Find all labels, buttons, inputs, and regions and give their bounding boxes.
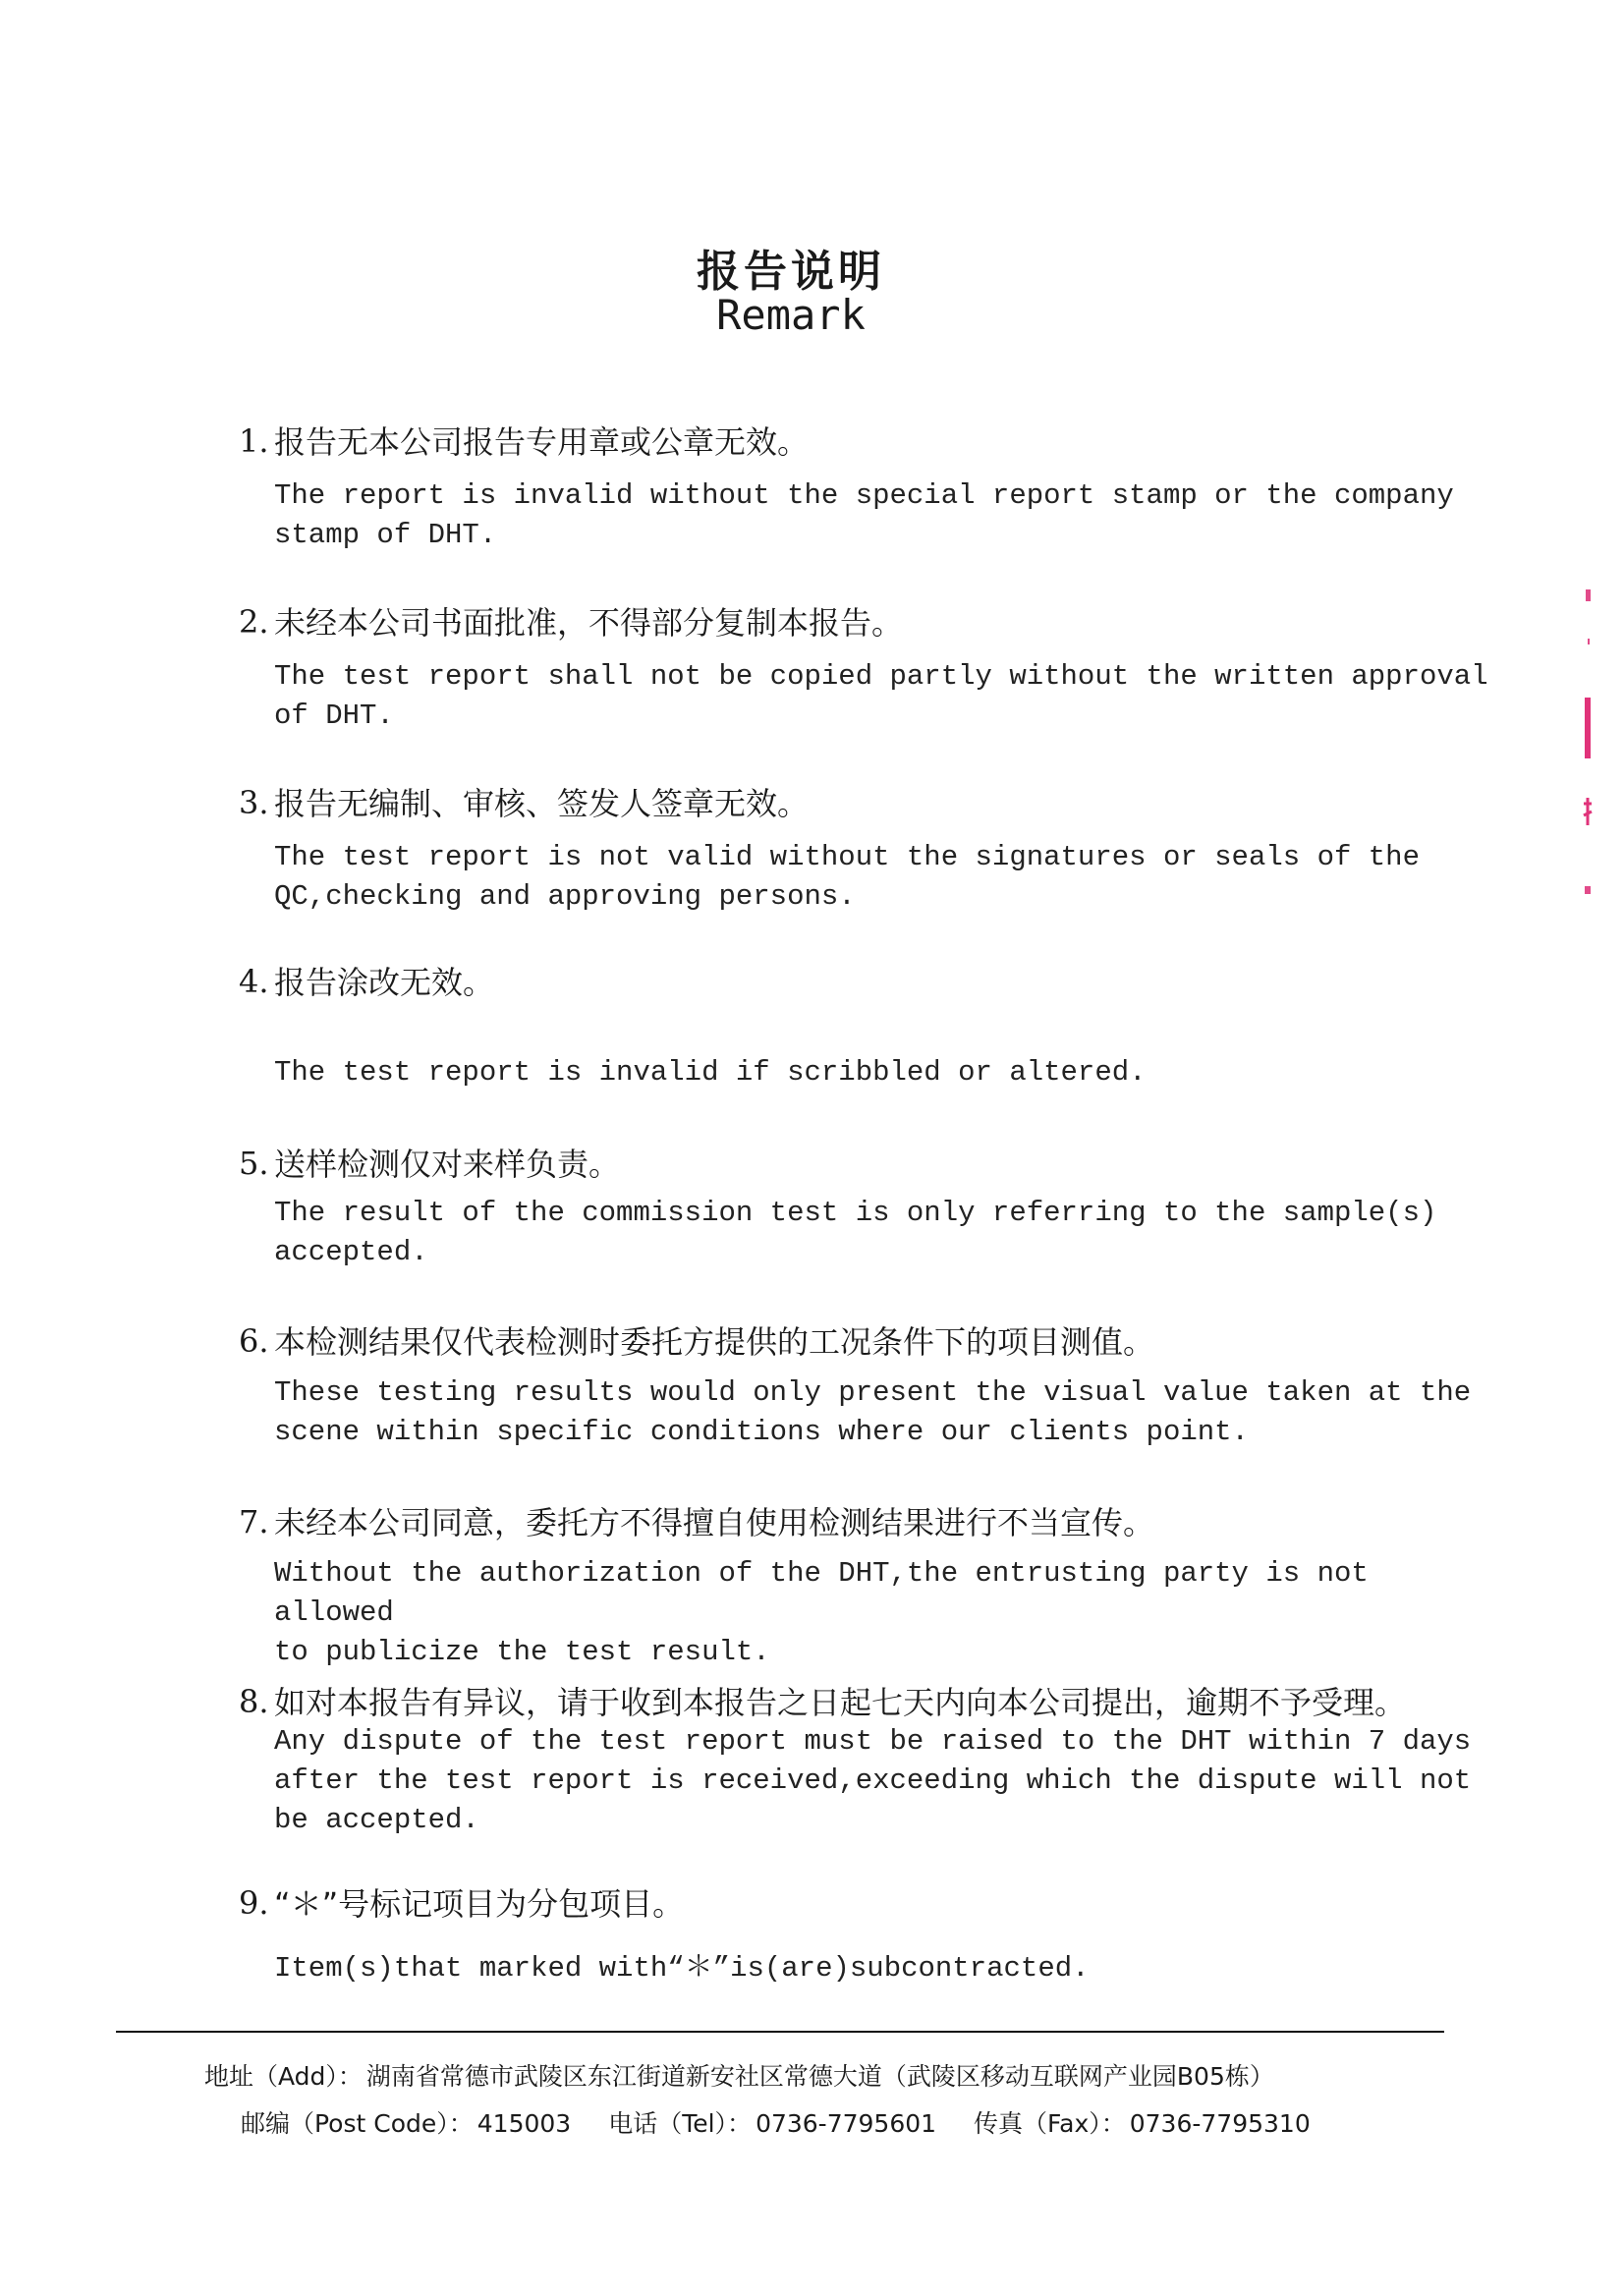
item-text-en: Without the authorization of the DHT,the entrusting party is not allowed to publicize the test result. bbox=[274, 1557, 1369, 1668]
item-text-en: The test report shall not be copied partly without the written approval of DHT. bbox=[274, 660, 1488, 732]
item-text-en: The test report is not valid without the signatures or seals of the QC,checking and approving persons. bbox=[274, 841, 1420, 913]
item-number: 5. bbox=[239, 1145, 269, 1182]
item-text-en: The result of the commission test is only referring to the sample(s) accepted. bbox=[274, 1197, 1437, 1268]
item-text-en: Any dispute of the test report must be raised to the DHT within 7 days after the test report is received,exceeding which the dispute will not be accepted. bbox=[274, 1725, 1472, 1836]
postcode-label: 邮编（Post Code）： bbox=[241, 2109, 474, 2138]
item-text-en: The report is invalid without the special report stamp or the company stamp of DHT. bbox=[274, 479, 1454, 551]
item-number: 7. bbox=[239, 1503, 269, 1540]
item-text-cn: 未经本公司同意，委托方不得擅自使用检测结果进行不当宣传。 bbox=[274, 1504, 1155, 1541]
seal-edge-marks bbox=[1572, 580, 1601, 914]
page-title-en: Remark bbox=[716, 291, 866, 339]
item-text-cn: 报告涂改无效。 bbox=[274, 964, 495, 1001]
item-text-en: Item(s)that marked with“＊”is(are)subcontracted. bbox=[274, 1952, 1090, 1985]
item-text-cn: 报告无编制、审核、签发人签章无效。 bbox=[274, 785, 810, 822]
tel-value: 0736-7795601 bbox=[756, 2109, 937, 2138]
postcode-value: 415003 bbox=[476, 2109, 572, 2138]
item-number: 4. bbox=[239, 963, 269, 1000]
footer-contact bbox=[241, 2104, 1311, 2140]
item-number: 8. bbox=[239, 1683, 269, 1720]
item-text-en: These testing results would only present the visual value taken at the scene within specific conditions where our clients point. bbox=[274, 1376, 1472, 1448]
item-number: 6. bbox=[239, 1322, 269, 1360]
page-title-cn: 报告说明 bbox=[697, 247, 885, 297]
fax-value: 0736-7795310 bbox=[1129, 2109, 1311, 2138]
item-number: 1. bbox=[239, 422, 269, 460]
fax-label: 传真（Fax）： bbox=[974, 2109, 1126, 2138]
item-text-cn: 如对本报告有异议，请于收到本报告之日起七天内向本公司提出，逾期不予受理。 bbox=[274, 1684, 1407, 1721]
item-text-cn: “＊”号标记项目为分包项目。 bbox=[274, 1885, 685, 1923]
item-number: 2. bbox=[239, 603, 269, 641]
item-text-cn: 未经本公司书面批准，不得部分复制本报告。 bbox=[274, 604, 904, 642]
address-value: 湖南省常德市武陵区东江街道新安社区常德大道（武陵区移动互联网产业园B05栋） bbox=[365, 2062, 1274, 2091]
item-text-cn: 报告无本公司报告专用章或公章无效。 bbox=[274, 423, 810, 461]
item-number: 3. bbox=[239, 784, 269, 821]
footer-address bbox=[204, 2057, 1274, 2093]
item-text-cn: 送样检测仅对来样负责。 bbox=[274, 1146, 621, 1183]
tel-label: 电话（Tel）： bbox=[608, 2109, 753, 2138]
item-text-en: The test report is invalid if scribbled or altered. bbox=[274, 1056, 1147, 1089]
item-number: 9. bbox=[239, 1884, 269, 1922]
footer-divider bbox=[116, 2031, 1444, 2033]
item-text-cn: 本检测结果仅代表检测时委托方提供的工况条件下的项目测值。 bbox=[274, 1323, 1155, 1361]
address-label: 地址（Add）： bbox=[204, 2062, 363, 2091]
